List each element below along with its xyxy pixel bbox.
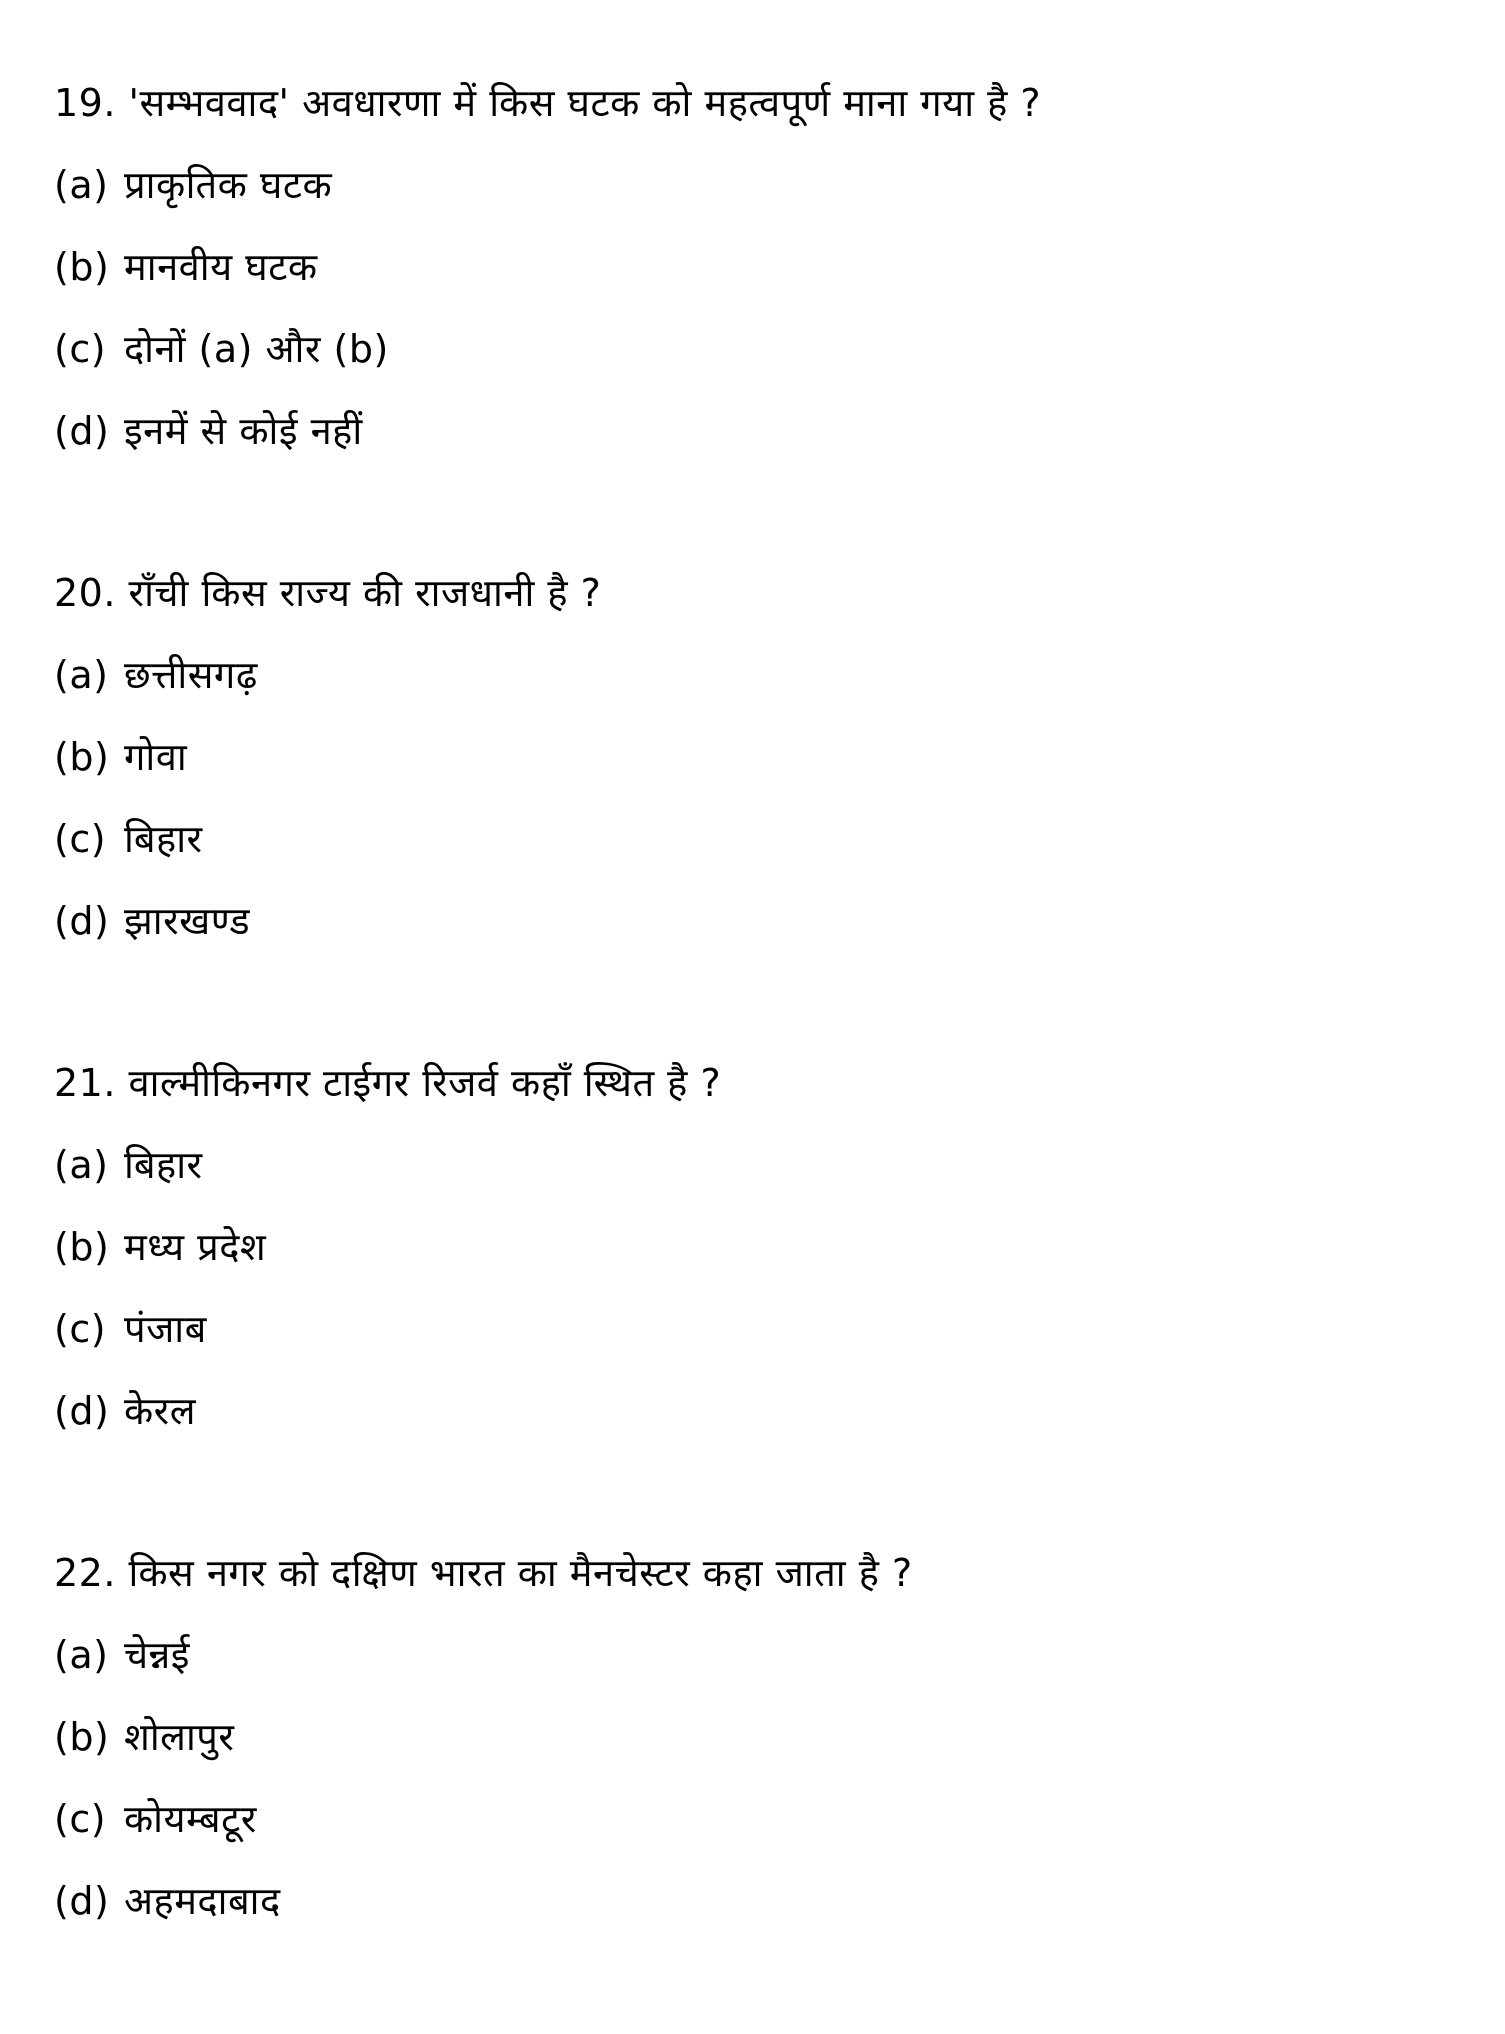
- question-line: [54, 1532, 1454, 1614]
- question-text: 'सम्भववाद' अवधारणा में किस घटक को महत्वपूर्ण माना गया है ?: [128, 81, 1042, 125]
- option-label: (c): [54, 1307, 107, 1351]
- option-b: [54, 226, 1454, 308]
- option-text: दोनों (a) और (b): [124, 327, 389, 371]
- question-number: 20.: [54, 571, 116, 615]
- option-label: (c): [54, 817, 107, 861]
- option-text: मानवीय घटक: [124, 245, 318, 289]
- option-d: [54, 880, 1454, 962]
- question-line: [54, 1042, 1454, 1124]
- option-text: कोयम्बटूर: [124, 1797, 257, 1841]
- question-19: [54, 62, 1454, 472]
- option-label: (d): [54, 1389, 110, 1433]
- option-label: (a): [54, 1143, 109, 1187]
- question-line: [54, 552, 1454, 634]
- option-label: (b): [54, 245, 110, 289]
- option-a: [54, 144, 1454, 226]
- question-line: [54, 62, 1454, 144]
- option-c: [54, 1778, 1454, 1860]
- option-label: (b): [54, 1715, 110, 1759]
- question-text: वाल्मीकिनगर टाईगर रिजर्व कहाँ स्थित है ?: [128, 1061, 722, 1105]
- option-label: (a): [54, 163, 109, 207]
- option-text: बिहार: [124, 1143, 203, 1187]
- option-d: [54, 390, 1454, 472]
- option-label: (b): [54, 1225, 110, 1269]
- option-a: [54, 634, 1454, 716]
- option-label: (d): [54, 1879, 110, 1923]
- option-a: [54, 1614, 1454, 1696]
- option-c: [54, 1288, 1454, 1370]
- option-label: (d): [54, 409, 110, 453]
- option-c: [54, 798, 1454, 880]
- option-text: झारखण्ड: [124, 899, 251, 943]
- option-label: (a): [54, 653, 109, 697]
- question-text: किस नगर को दक्षिण भारत का मैनचेस्टर कहा जाता है ?: [128, 1551, 913, 1595]
- question-number: 19.: [54, 81, 116, 125]
- option-text: छत्तीसगढ़: [124, 653, 258, 697]
- question-number: 21.: [54, 1061, 116, 1105]
- option-text: मध्य प्रदेश: [124, 1225, 267, 1269]
- option-label: (c): [54, 1797, 107, 1841]
- option-a: [54, 1124, 1454, 1206]
- option-label: (a): [54, 1633, 109, 1677]
- option-d: [54, 1370, 1454, 1452]
- question-22: [54, 1532, 1454, 1942]
- option-b: [54, 1206, 1454, 1288]
- option-text: प्राकृतिक घटक: [124, 163, 333, 207]
- question-20: [54, 552, 1454, 962]
- option-text: गोवा: [124, 735, 188, 779]
- option-d: [54, 1860, 1454, 1942]
- option-label: (d): [54, 899, 110, 943]
- option-text: बिहार: [124, 817, 203, 861]
- option-text: शोलापुर: [124, 1715, 235, 1759]
- option-c: [54, 308, 1454, 390]
- option-text: पंजाब: [124, 1307, 207, 1351]
- question-number: 22.: [54, 1551, 116, 1595]
- option-label: (c): [54, 327, 107, 371]
- option-label: (b): [54, 735, 110, 779]
- option-b: [54, 716, 1454, 798]
- option-text: केरल: [124, 1389, 196, 1433]
- option-b: [54, 1696, 1454, 1778]
- question-21: [54, 1042, 1454, 1452]
- option-text: अहमदाबाद: [124, 1879, 281, 1923]
- option-text: इनमें से कोई नहीं: [124, 409, 363, 453]
- question-text: राँची किस राज्य की राजधानी है ?: [128, 571, 602, 615]
- option-text: चेन्नई: [124, 1633, 190, 1677]
